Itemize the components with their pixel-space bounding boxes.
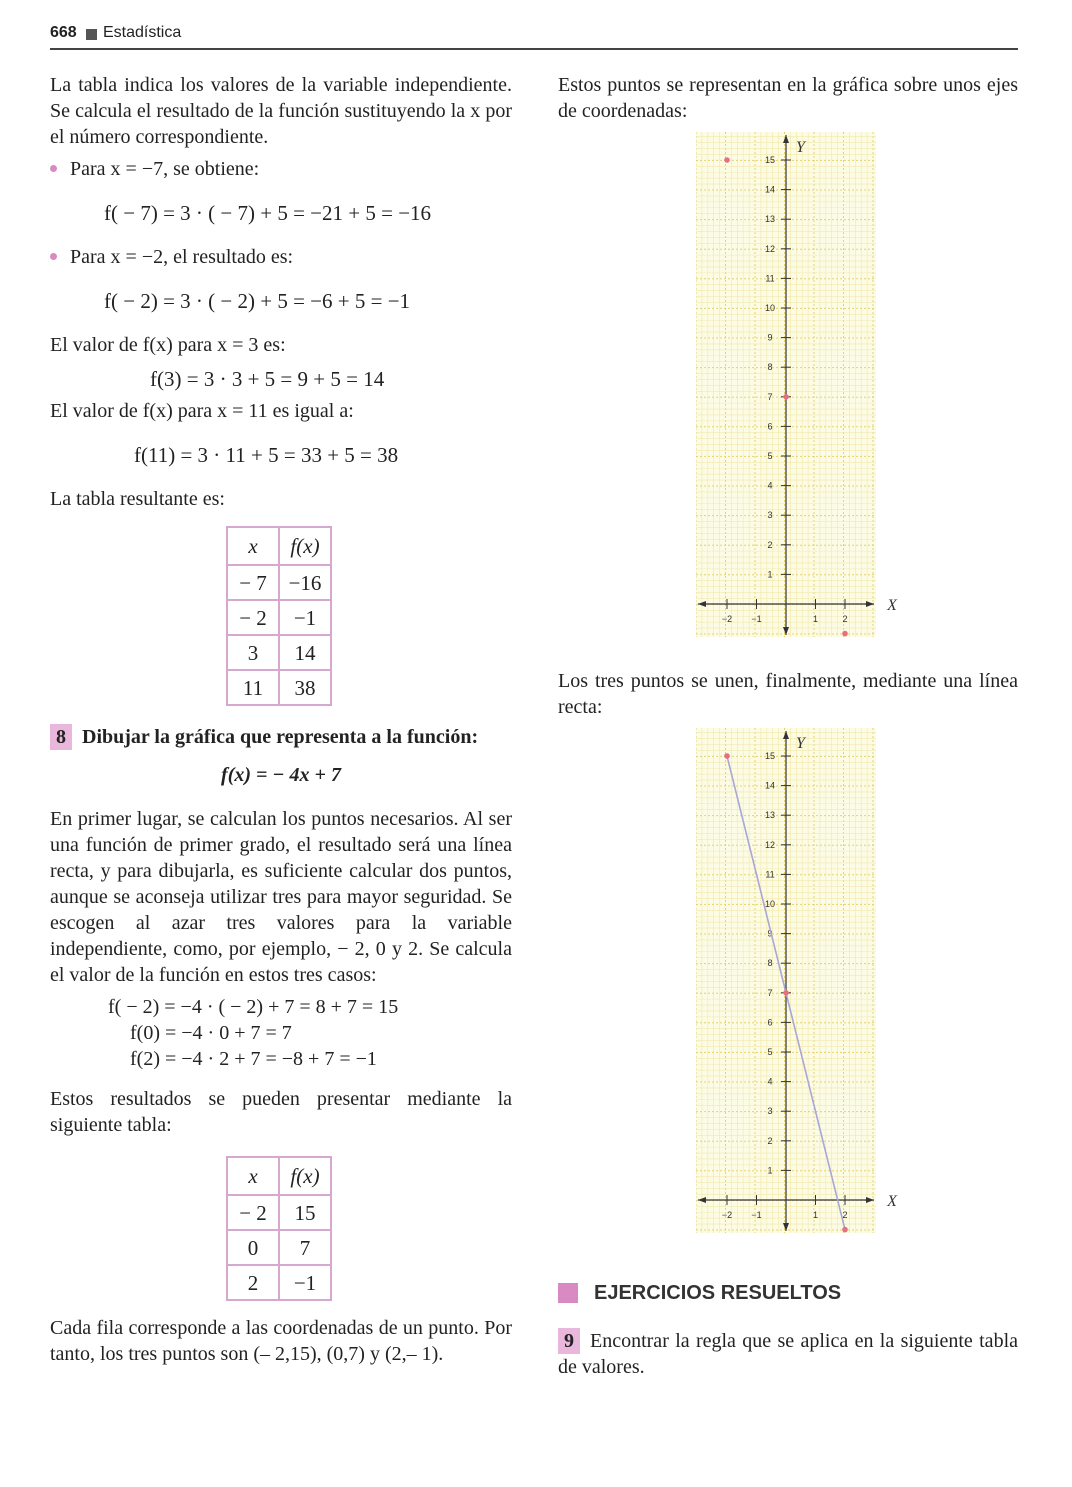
table-cell: − 7 [227, 565, 279, 600]
y-tick-label: 4 [767, 1076, 773, 1087]
y-tick-label: 13 [764, 810, 776, 821]
right-column [558, 72, 1018, 1380]
y-tick-label: 6 [767, 1017, 773, 1028]
x-tick-label: −1 [751, 1210, 762, 1220]
table-cell: − 2 [227, 600, 279, 635]
table-header-fx: f(x) [279, 1157, 331, 1195]
y-tick-label: 5 [767, 451, 773, 461]
left-column [50, 72, 512, 1367]
y-tick-label: 3 [767, 1106, 773, 1117]
equation-system [108, 994, 512, 1072]
y-tick-label: 9 [767, 332, 773, 343]
table-cell: −16 [279, 565, 331, 600]
y-tick-label: 14 [764, 184, 776, 195]
data-point [842, 1227, 848, 1233]
x-tick-label: −2 [721, 614, 733, 624]
y-tick-label: 14 [764, 780, 776, 791]
y-tick-label: 11 [765, 273, 775, 284]
function-expression: f(x) = − 4x + 7 [221, 764, 341, 786]
table-cell: −1 [279, 1265, 331, 1300]
y-tick-label: 13 [764, 214, 776, 225]
values-table-1 [226, 526, 332, 706]
page-number: 668 [50, 24, 77, 41]
exercise-9: 9 Encontrar la regla que se aplica en la siguiente tabla de valores. [558, 1330, 1018, 1378]
table-header-fx: f(x) [279, 527, 331, 565]
text-4: El valor de f(x) para x = 11 es igual a: [50, 400, 354, 422]
intro-text: La tabla indica los valores de la variable independiente. Se calcula el resultado de la función sustituyendo la x por el número correspondiente. [50, 74, 512, 148]
text-8: Cada fila corresponde a las coordenadas de un punto. Por tanto, los tres puntos son (– 2,15), (0,7) y (2,– 1). [50, 1317, 512, 1365]
y-tick-label: 2 [767, 1135, 773, 1146]
y-tick-label: 6 [767, 421, 773, 432]
text-7: Estos resultados se pueden presentar mediante la siguiente tabla: [50, 1088, 512, 1136]
equation-4: f(11) = 3 · 11 + 5 = 33 + 5 = 38 [134, 443, 399, 467]
bullet-dot [50, 165, 57, 172]
equation-2: f( − 2) = 3 · ( − 2) + 5 = −6 + 5 = −1 [104, 289, 411, 313]
y-tick-label: 8 [767, 362, 773, 373]
table-cell: 15 [279, 1195, 331, 1230]
x-axis-name: X [887, 1193, 897, 1210]
y-tick-label: 7 [767, 987, 773, 998]
x-tick-label: 1 [812, 1210, 819, 1220]
equation-1: f( − 7) = 3 · ( − 7) + 5 = −21 + 5 = −16 [104, 201, 432, 225]
x-tick-label: −2 [721, 1210, 733, 1220]
y-tick-label: 15 [764, 751, 776, 761]
y-tick-label: 12 [764, 243, 776, 254]
y-tick-label: 9 [767, 928, 773, 939]
solved-exercises-heading: EJERCICIOS RESUELTOS [558, 1280, 1018, 1306]
y-tick-label: 3 [767, 510, 773, 521]
points-graph [696, 132, 901, 642]
exercise-number: 8 [50, 724, 72, 750]
x-tick-label: 2 [842, 1210, 848, 1220]
header-square [86, 29, 97, 40]
equation-line: f( − 2) = −4 · ( − 2) + 7 = 8 + 7 = 15 [108, 996, 399, 1018]
y-tick-label: 12 [764, 839, 776, 850]
x-tick-label: 2 [842, 614, 848, 624]
table-cell: 3 [227, 635, 279, 670]
section-title: Estadística [103, 24, 182, 41]
equation-line: f(2) = −4 · 2 + 7 = −8 + 7 = −1 [130, 1048, 377, 1070]
y-tick-label: 10 [764, 303, 776, 313]
bullet-dot [50, 253, 57, 260]
exercise-number: 9 [558, 1328, 580, 1354]
right-text-2: Los tres puntos se unen, finalmente, mediante una línea recta: [558, 670, 1018, 718]
x-tick-label: 1 [812, 614, 819, 624]
text-3: El valor de f(x) para x = 3 es: [50, 334, 286, 356]
y-tick-label: 5 [767, 1047, 773, 1057]
x-axis-name: X [887, 597, 897, 614]
data-point [842, 631, 848, 637]
y-tick-label: 8 [767, 958, 773, 969]
table-cell: 38 [279, 670, 331, 705]
table-cell: − 2 [227, 1195, 279, 1230]
data-point [724, 157, 730, 163]
y-axis-label: Y [796, 735, 805, 752]
data-point [724, 753, 730, 759]
heading-square [558, 1283, 578, 1303]
equation-3: f(3) = 3 · 3 + 5 = 9 + 5 = 14 [150, 367, 385, 391]
values-table-2 [226, 1156, 332, 1301]
data-point [783, 394, 789, 400]
right-text-1: Estos puntos se representan en la gráfica sobre unos ejes de coordenadas: [558, 74, 1018, 122]
data-point [783, 990, 789, 996]
table-cell: 14 [279, 635, 331, 670]
bullet-1: Para x = −7, se obtiene: [50, 156, 512, 182]
y-tick-label: 10 [764, 899, 776, 909]
x-tick-label: −1 [751, 614, 762, 624]
page-header [50, 22, 1018, 50]
table-cell: 0 [227, 1230, 279, 1265]
y-tick-label: 15 [764, 155, 776, 165]
bullet-2: Para x = −2, el resultado es: [50, 244, 512, 270]
equation-line: f(0) = −4 · 0 + 7 = 7 [130, 1022, 292, 1044]
text-6: En primer lugar, se calculan los puntos necesarios. Al ser una función de primer grado, el resultado será una línea recta, y para dibujarla, es suficiente calcular dos puntos, aunque se aconseja utilizar tres para mayor seguridad. Se escogen al azar tres valores para la variable independiente, como, por ejemplo, − 2, 0 y 2. Se calcula el valor de la función en estos tres casos: [50, 808, 512, 986]
table-cell: 11 [227, 670, 279, 705]
y-axis-label: Y [796, 139, 805, 156]
y-tick-label: 2 [767, 539, 773, 550]
y-tick-label: 11 [765, 869, 775, 880]
y-tick-label: 4 [767, 480, 773, 491]
table-header-x: x [227, 527, 279, 565]
line-graph [696, 728, 901, 1238]
y-tick-label: 1 [767, 1165, 773, 1176]
y-tick-label: 7 [767, 391, 773, 402]
exercise-8-title: 8 Dibujar la gráfica que representa a la función: [50, 724, 512, 750]
text-5: La tabla resultante es: [50, 488, 225, 510]
table-cell: 2 [227, 1265, 279, 1300]
y-tick-label: 1 [767, 569, 773, 580]
table-cell: −1 [279, 600, 331, 635]
table-header-x: x [227, 1157, 279, 1195]
table-cell: 7 [279, 1230, 331, 1265]
